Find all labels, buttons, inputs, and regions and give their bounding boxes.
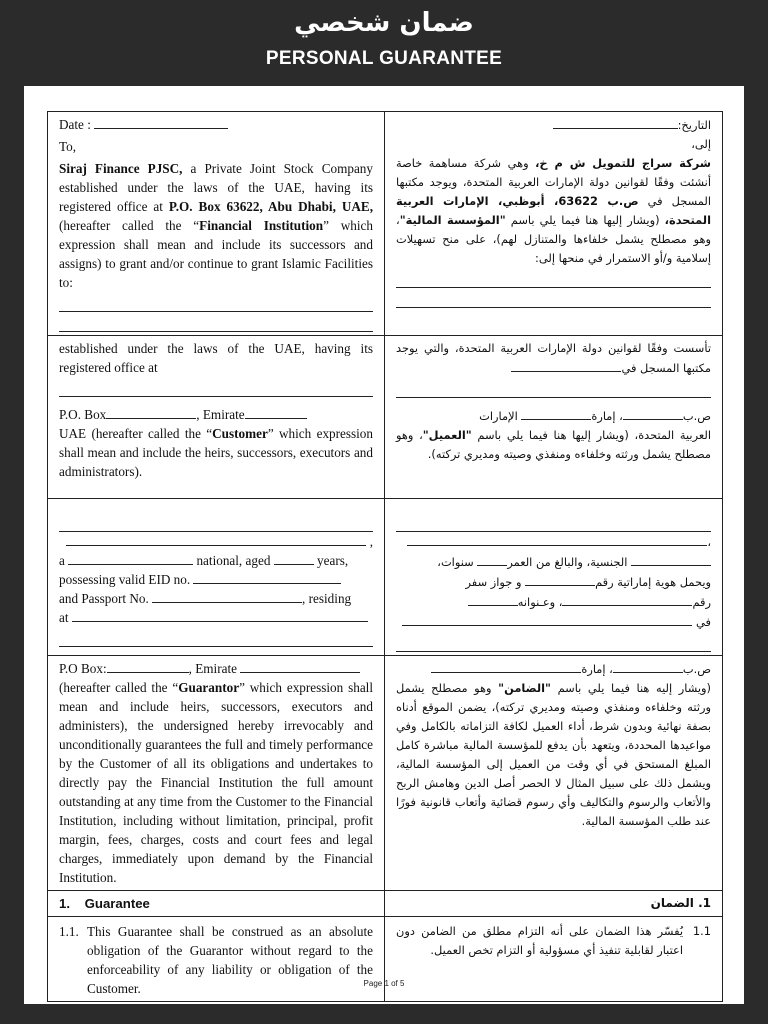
address-blank-2[interactable] [59,627,373,647]
clause-1-1-number-ar: 1.1 [692,924,711,938]
clause-1-1-row [48,917,723,1002]
registered-office-blank-ar[interactable] [511,358,621,372]
address-line [59,608,373,627]
passport-label: and Passport No. [59,591,149,606]
address-blank-ar[interactable] [468,592,518,606]
nationality-line [59,551,373,570]
date-label-ar: التاريخ: [677,118,711,132]
term-customer: Customer [212,426,268,441]
eid-line-ar [396,572,711,592]
section-1-heading-ar: 1. الضمان [385,891,723,917]
date-line [59,115,373,134]
clause-1-1-number: 1.1. [59,924,79,939]
clause-1-1-text-ar: يُفسّر هذا الضمان على أنه التزام مطلق من الضامن دون اعتبار لقابلية تنفيذ أي مسؤولية أو التزام تخص العميل. [396,924,683,957]
emirate-blank[interactable] [245,405,307,419]
po-box2-blank-ar[interactable] [613,659,683,673]
customer-definition-ar [396,426,711,464]
customer-definition [59,424,373,481]
age-blank-ar[interactable] [477,552,507,566]
po-box2-label: P.O Box: [59,661,107,676]
customer-english [48,336,385,499]
customer-row [48,336,723,499]
customer-ar-text-2: ، وهو مصطلح يشمل ورثته وخلفاءه ومنفذي وصيته ومديري تركته). [396,428,711,461]
emirate2-label: , Emirate [188,661,237,676]
intro-text-2: (hereafter called the “ [59,218,200,233]
title-arabic: ضمان شخصي [294,8,474,38]
established-ar: تأسست وفقًا لقوانين دولة الإمارات العربية المتحدة، والتي يوجد مكتبها المسجل في [396,341,711,375]
emirate-blank-ar[interactable] [521,406,591,420]
guarantor-text-2: ” which expression shall mean and include heirs, successors, executors and administers), the undersigned hereby irrevocably and unconditionally guarantees the full and timely performance by the Customer of all its obligations and undertakes to directly pay the Financial Institution the full amount outstanding at any time from the Customer to the Financial Institution, including without limitation, principal, profit margin, fees, charges, costs and court fees and legal charges, immediately upon demand by the Financial Institution. [59,680,374,885]
date-line-ar [396,115,711,135]
emirate-label-ar: ، إمارة [591,409,623,423]
clause-1-1-ar [396,920,711,960]
guarantor-definition-ar [396,679,711,831]
date-blank-ar[interactable] [553,115,678,129]
section-1-row [48,891,723,917]
emirate2-label-ar: ، إمارة [581,662,613,676]
intro-paragraph-ar [396,154,711,268]
guarantee-arabic [385,656,723,891]
date-label: Date : [59,117,91,132]
customer-ar-text-1: العربية المتحدة، (ويشار إليها هنا فيما يلي باسم [471,428,711,442]
term-guarantor-ar: "الضامن" [498,681,551,695]
customer-name-blank-ar-1[interactable] [396,268,711,288]
guarantee-clause-row [48,656,723,891]
address-blank[interactable] [72,608,368,622]
address-blank-ar-2[interactable] [402,612,692,626]
intro-text-1: a Private Joint Stock Company established under the laws of the UAE, having its registered office at [59,161,373,214]
years-label: years, [317,553,349,568]
po-box-label: P.O. Box [59,407,107,422]
registered-office-blank[interactable] [59,377,373,397]
customer-name-blank-ar-2[interactable] [396,288,711,308]
section-1-number: 1. [59,896,70,911]
company-address-ar: ص.ب 63622، أبوظبي، الإمارات العربية المتحدة، [396,194,711,227]
po-box2-blank[interactable] [107,659,189,673]
po-box2-line-ar [396,659,711,679]
po-box-line-ar [396,406,711,426]
eid-blank-ar[interactable] [525,572,595,586]
customer-text-2: ” which expression shall mean and include the heirs, successors, executors and administrators). [59,426,373,479]
num-label-ar: رقم [692,595,711,609]
company-name-ar: شركة سراج للتمويل ش م خ، [535,156,711,170]
address-blank-ar-3[interactable] [396,632,711,652]
customer-name-blank-2[interactable] [59,312,373,332]
intro-row [48,112,723,336]
company-address: P.O. Box 63622, Abu Dhabi, UAE, [168,199,373,214]
intro-text-3: ” which expression shall mean and include its successors and assigns) to grant and/or continue to grant Islamic Facilities to: [59,218,373,290]
guarantor-name-blank-ar-2[interactable] [407,532,707,546]
guarantor-definition [59,678,373,887]
company-name: Siraj Finance PJSC, [59,161,183,176]
address-label-ar: ، وعـنوانه [517,595,563,609]
guarantor-ar-text-1: (ويشار إليه هنا فيما يلي باسم [551,681,711,695]
intro-arabic [385,112,723,336]
guarantor-name-blank-2[interactable] [66,532,366,546]
established-text: established under the laws of the UAE, having its registered office at [59,341,373,375]
emirate2-blank-ar[interactable] [431,659,581,673]
po-box-label-ar: ص.ب [682,409,711,423]
a-label: a [59,553,65,568]
in-label-ar: في [696,615,711,629]
guarantor-name-blank-1[interactable] [59,512,373,532]
clause-1-1-english [48,917,385,1002]
comma-ar: ، [707,535,711,549]
to-label: To, [59,139,77,154]
section-1-heading [48,891,385,917]
term-guarantor: Guarantor [178,680,240,695]
po-box2-label-ar: ص.ب [682,662,711,676]
eid-label: possessing valid EID no. [59,572,191,587]
po-box2-line [59,659,373,678]
guarantor-ar-text-2: وهو مصطلح يشمل ورثته وخلفاءه ومنفذي وصيته ومديري تركته)، يضمن الموقع أدناه بصفة نهائية وبدون شرط، أداء العميل لكافة التزاماته بالكامل وفي مواعيدها المحددة، ويتعهد بأن يدفع للمؤسسة المالية مباشرة كامل المبلغ المستحق في أي وقت من العميل إلى المؤسسة المالية، ويشمل ذلك على سبيل المثال لا الحصر أصل الدين وهامش الربح والأتعاب والرسوم والتكاليف وأي رسوم قضائية وأتعاب قانونية فورًا عند طلب المؤسسة المالية. [396,681,711,828]
clause-1-1-text: This Guarantee shall be construed as an absolute obligation of the Guarantor without regard to the enforceability of any liability or obligation of the Customer. [87,924,373,996]
guarantee-english [48,656,385,891]
uae-label-ar: الإمارات [479,409,518,423]
passport-line [59,589,373,608]
passport-blank[interactable] [152,589,302,603]
intro-ar-text-2: (ويشار إليها هنا فيما يلي باسم [505,213,665,227]
page-number: Page 1 of 5 [363,979,405,988]
guarantor-name-blank-ar-1[interactable] [396,512,711,532]
guarantor-text-1: (hereafter called the “ [59,680,179,695]
in-line-ar [396,612,711,632]
term-financial-institution-ar: "المؤسسة المالية" [399,213,506,227]
date-blank[interactable] [94,115,228,129]
guarantor-row [48,499,723,656]
bilingual-table [47,111,723,1002]
to-label-ar: إلى، [691,137,711,151]
clause-1-1-arabic [385,917,723,1002]
document-header [0,0,768,84]
term-customer-ar: "العميل" [422,428,472,442]
guarantor-name-line [59,532,373,551]
term-financial-institution: Financial Institution [199,218,324,233]
intro-english [48,112,385,336]
nationality-line-ar [396,552,711,572]
at-label: at [59,610,69,625]
emirate-label: , Emirate [196,407,245,422]
guarantor-arabic [385,499,723,656]
eid-blank[interactable] [193,570,341,584]
customer-arabic [385,336,723,499]
comma: , [369,534,373,549]
passport-label-ar: و جواز سفر [465,575,522,589]
intro-ar-text-3: ، وهو مصطلح يشمل خلفاءها والمتنازل لهم)، على منح تسهيلات إسلامية و/أو الاستمرار في منحها إلى: [396,213,711,265]
title-english: PERSONAL GUARANTEE [265,48,503,69]
residing-label: , residing [302,591,352,606]
po-box-blank-ar[interactable] [623,406,683,420]
eid-label-ar: ويحمل هوية إماراتية رقم [595,575,711,589]
passport-line-ar [396,592,711,612]
guarantor-name-line-ar [396,532,711,552]
years-label-ar: سنوات، [437,555,474,569]
document-page [24,86,744,1004]
nationality-label-ar: الجنسية، والبالغ من العمر [507,555,628,569]
established-text-ar [396,339,711,378]
passport-blank-ar[interactable] [562,592,692,606]
po-box-line [59,405,373,424]
intro-paragraph [59,159,373,292]
section-1-title: Guarantee [84,896,150,911]
registered-office-blank-ar-2[interactable] [396,378,711,398]
customer-text-1: UAE (hereafter called the “ [59,426,213,441]
national-label: national, aged [196,553,271,568]
intro-ar-text-1: وهي شركة مساهمة خاصة أنشئت وفقًا لقوانين دولة الإمارات العربية المتحدة، ويوجد مكتبها المسجل في [396,156,711,208]
eid-line [59,570,373,589]
customer-name-blank-1[interactable] [59,292,373,312]
age-blank[interactable] [274,551,314,565]
nationality-blank[interactable] [68,551,193,565]
nationality-blank-ar[interactable] [631,552,711,566]
emirate2-blank[interactable] [240,659,360,673]
po-box-blank[interactable] [106,405,196,419]
guarantor-english [48,499,385,656]
